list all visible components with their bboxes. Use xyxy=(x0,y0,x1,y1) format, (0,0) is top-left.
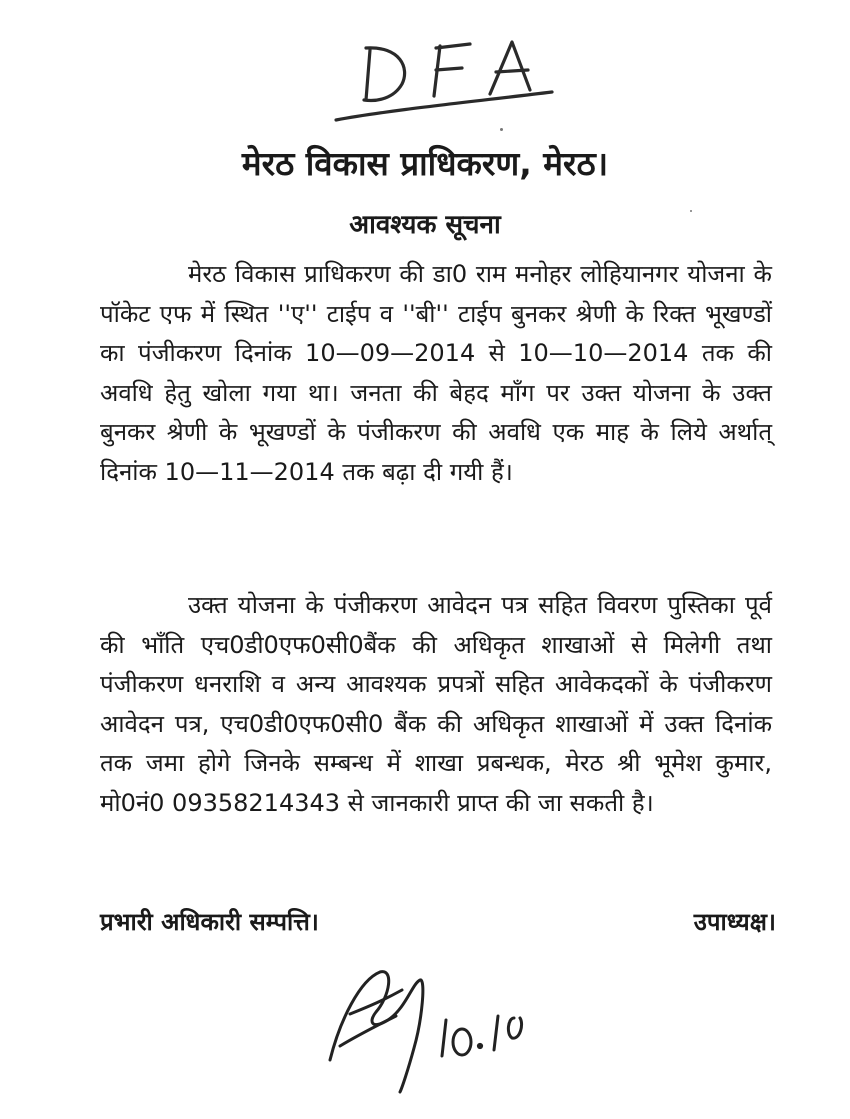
notice-paragraph-2: उक्त योजना के पंजीकरण आवेदन पत्र सहित विवरण पुस्तिका पूर्व की भाँति एच0डी0एफ0सी0बैंक की अधिकृत शाखाओं से मिलेगी तथा पंजीकरण धनराशि व अन्य आवश्यक प्रपत्रों सहित आवेकदकों के पंजीकरण आवेदन पत्र, एच0डी0एफ0सी0 बैंक की अधिकृत शाखाओं में उक्त दिनांक तक जमा होगे जिनके सम्बन्ध में शाखा प्रबन्धक, मेरठ श्री भूमेश कुमार, मो0नं0 09358214343 से जानकारी प्राप्त की जा सकती है। xyxy=(100,591,772,817)
organization-title: मेरठ विकास प्राधिकरण, मेरठ। xyxy=(241,144,609,183)
notice-title: आवश्यक सूचना xyxy=(349,210,501,240)
handwritten-signature xyxy=(310,950,550,1100)
signatory-vice-chairman: उपाध्यक्ष। xyxy=(693,908,776,936)
notice-paragraph-1: मेरठ विकास प्राधिकरण की डा0 राम मनोहर लोहियानगर योजना के पॉकेट एफ में स्थित ''ए'' टाईप व ''बी'' टाईप बुनकर श्रेणी के रिक्त भूखण्डों का पंजीकरण दिनांक 10—09—2014 से 10—10—2014 तक की अवधि हेतु खोला गया था। जनता की बेहद माँग पर उक्त योजना के उक्त बुनकर श्रेणी के भूखण्डों के पंजीकरण की अवधि एक माह के लिये अर्थात् दिनांक 10—11—2014 तक बढ़ा दी गयी हैं। xyxy=(100,260,772,486)
scan-artifact xyxy=(690,210,692,212)
signatory-property-officer: प्रभारी अधिकारी सम्पत्ति। xyxy=(100,908,319,936)
scan-artifact xyxy=(500,128,503,131)
handwritten-dfa-mark xyxy=(330,28,560,128)
